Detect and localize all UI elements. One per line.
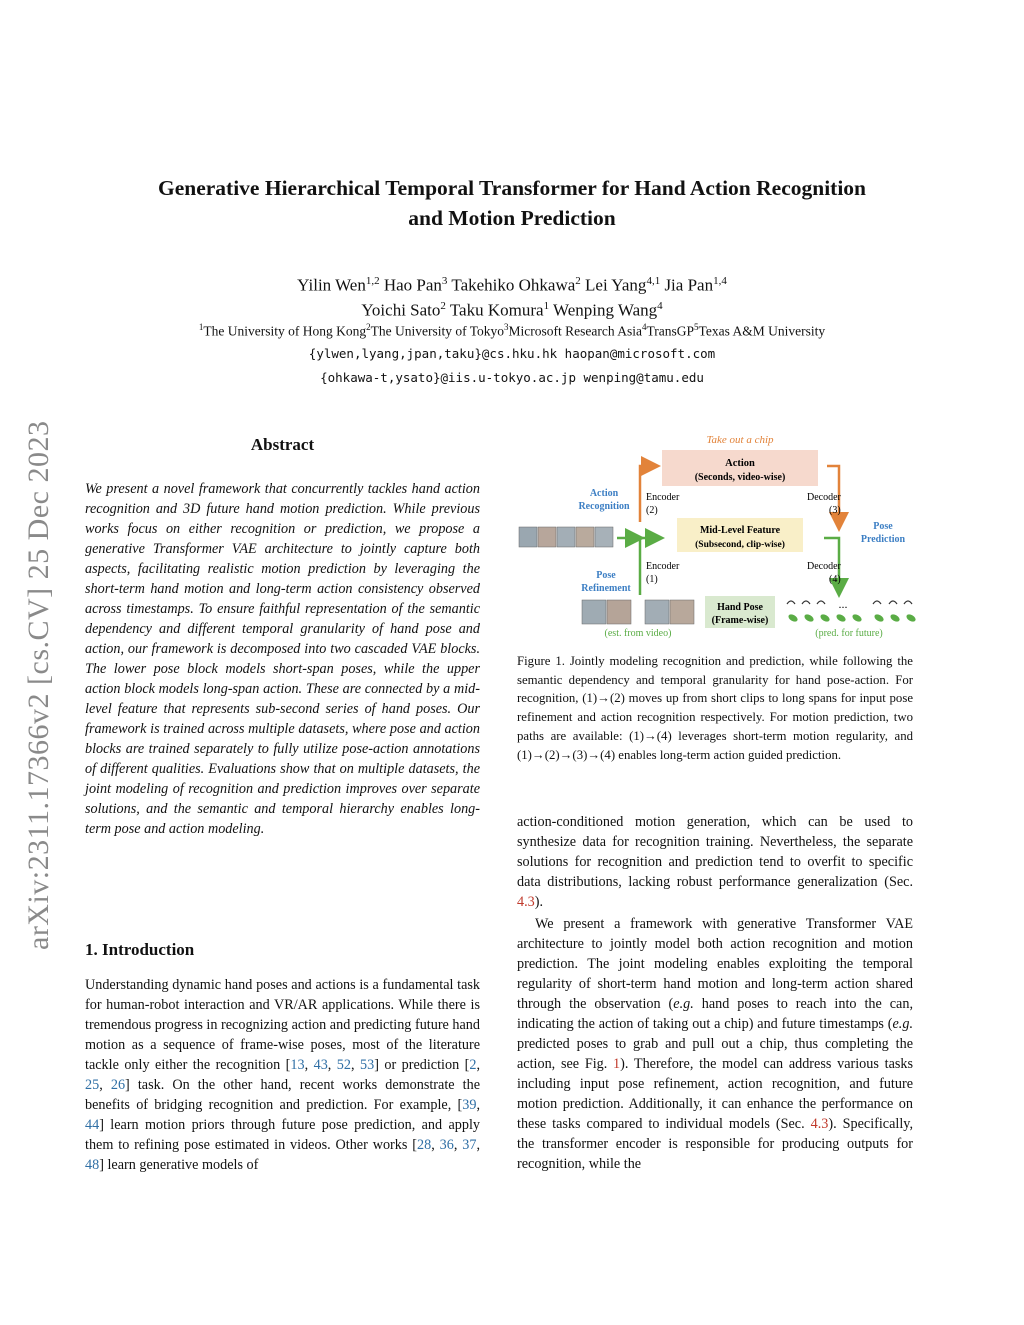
figure-1 [517, 430, 917, 642]
predicted-hand-poses [787, 597, 917, 623]
clip-thumb [557, 527, 575, 547]
arxiv-identifier: arXiv:2311.17366v2 [cs.CV] 25 Dec 2023 [22, 420, 55, 950]
email-line-2: {ohkawa-t,ysato}@iis.u-tokyo.ac.jp wenping@tamu.edu [320, 370, 704, 385]
affiliation-name: Microsoft Research Asia [508, 323, 643, 339]
video-frame-thumbnails [582, 600, 694, 624]
authors-row-1 [90, 270, 934, 297]
frame-thumb [645, 600, 669, 624]
decoder-3-label: Decoder [807, 492, 841, 503]
pose-refinement-label-1: Pose [596, 570, 616, 581]
pose-refinement-label-2: Refinement [581, 583, 631, 594]
citation-link[interactable]: 53 [360, 1057, 375, 1073]
est-from-video-label: (est. from video) [604, 628, 672, 639]
mid-box-title: Mid-Level Feature [699, 525, 781, 536]
clip-thumb [538, 527, 556, 547]
pred-leaf [905, 613, 917, 623]
pred-pose [889, 601, 897, 604]
encoder-2-index: (2) [646, 505, 658, 516]
pose-box-title: Hand Pose [717, 602, 763, 613]
intro-paragraph: Understanding dynamic hand poses and actions is a fundamental task for human-robot interaction and VR/AR applications. While there is tremendous progress in recognizing action and predicting future hand motion as a sequence of frame-wise poses, most of the literature tackle only either the recognition [13, 43, 52, 53] or prediction [2, 25, 26] task. On the other hand, recent works demonstrate the benefits of bridging recognition and prediction. For example, [39, 44] learn motion priors through future pose prediction, and apply them to refining pose estimated in videos. Other works [28, 36, 37, 48] learn generative models of [85, 977, 481, 1173]
author-name: Lei Yang [585, 275, 647, 295]
affiliation-name: TransGP [646, 323, 695, 339]
author-affiliation-index: 1,4 [713, 275, 727, 287]
author-name: Hao Pan [383, 275, 442, 295]
pred-ellipsis: ... [838, 597, 848, 611]
pred-leaf [889, 613, 901, 623]
author-affiliation-index: 1,2 [365, 275, 380, 287]
pred-leaf [873, 613, 885, 623]
citation-link[interactable]: 37 [462, 1137, 477, 1153]
cross-reference-link[interactable]: 1 [613, 1056, 621, 1072]
pose-box-sub: (Frame-wise) [711, 615, 769, 626]
paper-title [90, 173, 934, 233]
action-box-sub: (Seconds, video-wise) [694, 472, 786, 483]
title-line-2: and Motion Prediction [408, 206, 616, 230]
citation-link[interactable]: 26 [110, 1077, 126, 1093]
right-paragraph-1: action-conditioned motion generation, which can be used to synthesize data for recognition training. Nevertheless, the separate solutions for recognition and prediction tend to overfit to specific data distributions, lacking robust performance generalization (Sec. 4.3). [517, 814, 913, 910]
pred-pose [787, 601, 795, 604]
cross-reference-link[interactable]: 4.3 [517, 894, 535, 910]
action-recognition-label-1: Action [589, 488, 619, 499]
abstract-heading: Abstract [250, 435, 315, 454]
frame-thumb [670, 600, 694, 624]
decoder-4-label: Decoder [807, 561, 841, 572]
section-heading-introduction: 1. Introduction [85, 940, 195, 959]
author-affiliation-index: 2 [440, 300, 446, 312]
pred-pose [802, 601, 810, 604]
frame-thumb [582, 600, 606, 624]
pred-leaf [819, 613, 831, 623]
frame-thumb [607, 600, 631, 624]
affiliation-index: 4 [642, 322, 647, 332]
clip-thumb [576, 527, 594, 547]
affiliations [90, 322, 934, 340]
affiliation-name: The University of Tokyo [370, 323, 505, 339]
decoder-3-index: (3) [829, 505, 841, 516]
author-affiliation-index: 4 [657, 300, 663, 312]
action-recognition-label-2: Recognition [578, 501, 630, 512]
citation-link[interactable]: 43 [313, 1057, 328, 1073]
author-name: Wenping Wang [553, 300, 658, 320]
affiliation-name: The University of Hong Kong [203, 323, 367, 339]
pred-leaf [787, 613, 799, 623]
author-affiliation-index: 2 [575, 275, 581, 287]
author-name: Takehiko Ohkawa [451, 275, 576, 295]
pred-leaf [851, 613, 863, 623]
affiliation-index: 5 [694, 322, 699, 332]
fig-top-label: Take out a chip [706, 434, 774, 446]
author-name: Jia Pan [664, 275, 714, 295]
pred-pose [817, 601, 825, 604]
citation-link[interactable]: 13 [290, 1057, 305, 1073]
author-affiliation-index: 4,1 [646, 275, 661, 287]
author-affiliation-index: 1 [543, 300, 550, 312]
citation-link[interactable]: 48 [85, 1157, 100, 1173]
encoder-1-label: Encoder [646, 561, 680, 572]
figure-1-diagram [517, 430, 917, 642]
italic-text: e.g. [892, 1016, 913, 1032]
encoder-2-label: Encoder [646, 492, 680, 503]
affiliation-index: 2 [366, 322, 371, 332]
pred-pose [873, 601, 881, 604]
citation-link[interactable]: 28 [417, 1137, 432, 1153]
encoder-1-index: (1) [646, 574, 658, 585]
abstract-body: We present a novel framework that concurrently tackles hand action recognition and 3D future hand motion prediction. While previous works focus on either recognition or prediction, we propose a generative Transformer VAE architecture to jointly capture both aspects, facilitating realistic motion prediction by leveraging the short-term hand motion and long-term action consistency observed across timestamps. To ensure faithful representation of the semantic dependency and different temporal granularity of hand pose and action, our framework is decomposed into two cascaded VAE blocks. The lower pose block models short-span poses, while the upper action block models long-span action. These are connected by a mid-level feature that represents sub-second series of hand poses. Our framework is trained across multiple datasets, where pose and action blocks are trained separately to fully utilize pose-action annotations of different qualities. Evaluations show that on multiple datasets, the joint modeling of recognition and prediction improves over separate solutions, and the semantic and temporal hierarchy enables long-term pose and action modeling. [85, 481, 480, 837]
author-name: Yoichi Sato [361, 300, 441, 320]
pred-pose [904, 601, 912, 604]
author-affiliation-index: 3 [441, 275, 448, 287]
pred-leaf [835, 613, 847, 623]
pose-prediction-label-1: Pose [873, 521, 893, 532]
citation-link[interactable]: 2 [469, 1057, 477, 1073]
authors-row-2 [90, 295, 934, 322]
figure-1-caption: Figure 1. Jointly modeling recognition and prediction, while following the semantic dependency and temporal granularity for hand pose-action. For recognition, (1)→(2) moves up from short clips to long spans for input pose refinement and action recognition respectively. For motion prediction, two paths are available: (1)→(4) leverages short-term motion regularity, and (1)→(2)→(3)→(4) enables long-term action guided prediction. [517, 654, 913, 762]
pose-prediction-label-2: Prediction [860, 534, 906, 545]
decoder-4-index: (4) [829, 574, 841, 585]
affiliation-index: 1 [198, 322, 204, 332]
affiliation-index: 3 [504, 322, 509, 332]
mid-box-sub: (Subsecond, clip-wise) [695, 540, 785, 550]
author-name: Taku Komura [449, 300, 544, 320]
right-paragraph-2: We present a framework with generative Transformer VAE architecture to jointly model both action recognition and motion prediction. The joint modeling enables exploiting the temporal regularity of short-term hand motion and long-term action shared through the observation (e.g. hand poses to reach into the can, indicating the action of taking out a chip) and future timestamps (e.g. predicted poses to grab and pull out a chip, thus completing the action, see Fig. 1). Therefore, the model can address various tasks including input pose refinement, action recognition, and future motion prediction. Additionally, it can enhance the performance on these tasks compared to individual models (Sec. 4.3). Specifically, the transformer encoder is responsible for producing outputs for recognition, while the [517, 916, 913, 1172]
citation-link[interactable]: 44 [85, 1117, 100, 1133]
input-clip-thumbnails [519, 527, 613, 547]
pred-leaf [803, 613, 815, 623]
title-line-1: Generative Hierarchical Temporal Transformer for Hand Action Recognition [157, 176, 867, 200]
citation-link[interactable]: 25 [85, 1077, 100, 1093]
cross-reference-link[interactable]: 4.3 [810, 1116, 829, 1132]
italic-text: e.g. [673, 996, 694, 1012]
affiliation-name: Texas A&M University [698, 323, 826, 339]
pred-for-future-label: (pred. for future) [815, 628, 883, 639]
action-box-title: Action [725, 458, 755, 469]
citation-link[interactable]: 36 [439, 1137, 454, 1153]
author-name: Yilin Wen [297, 275, 366, 295]
clip-thumb [595, 527, 613, 547]
citation-link[interactable]: 52 [336, 1057, 351, 1073]
clip-thumb [519, 527, 537, 547]
citation-link[interactable]: 39 [462, 1097, 477, 1113]
email-line-1: {ylwen,lyang,jpan,taku}@cs.hku.hk haopan@microsoft.com [308, 346, 716, 361]
